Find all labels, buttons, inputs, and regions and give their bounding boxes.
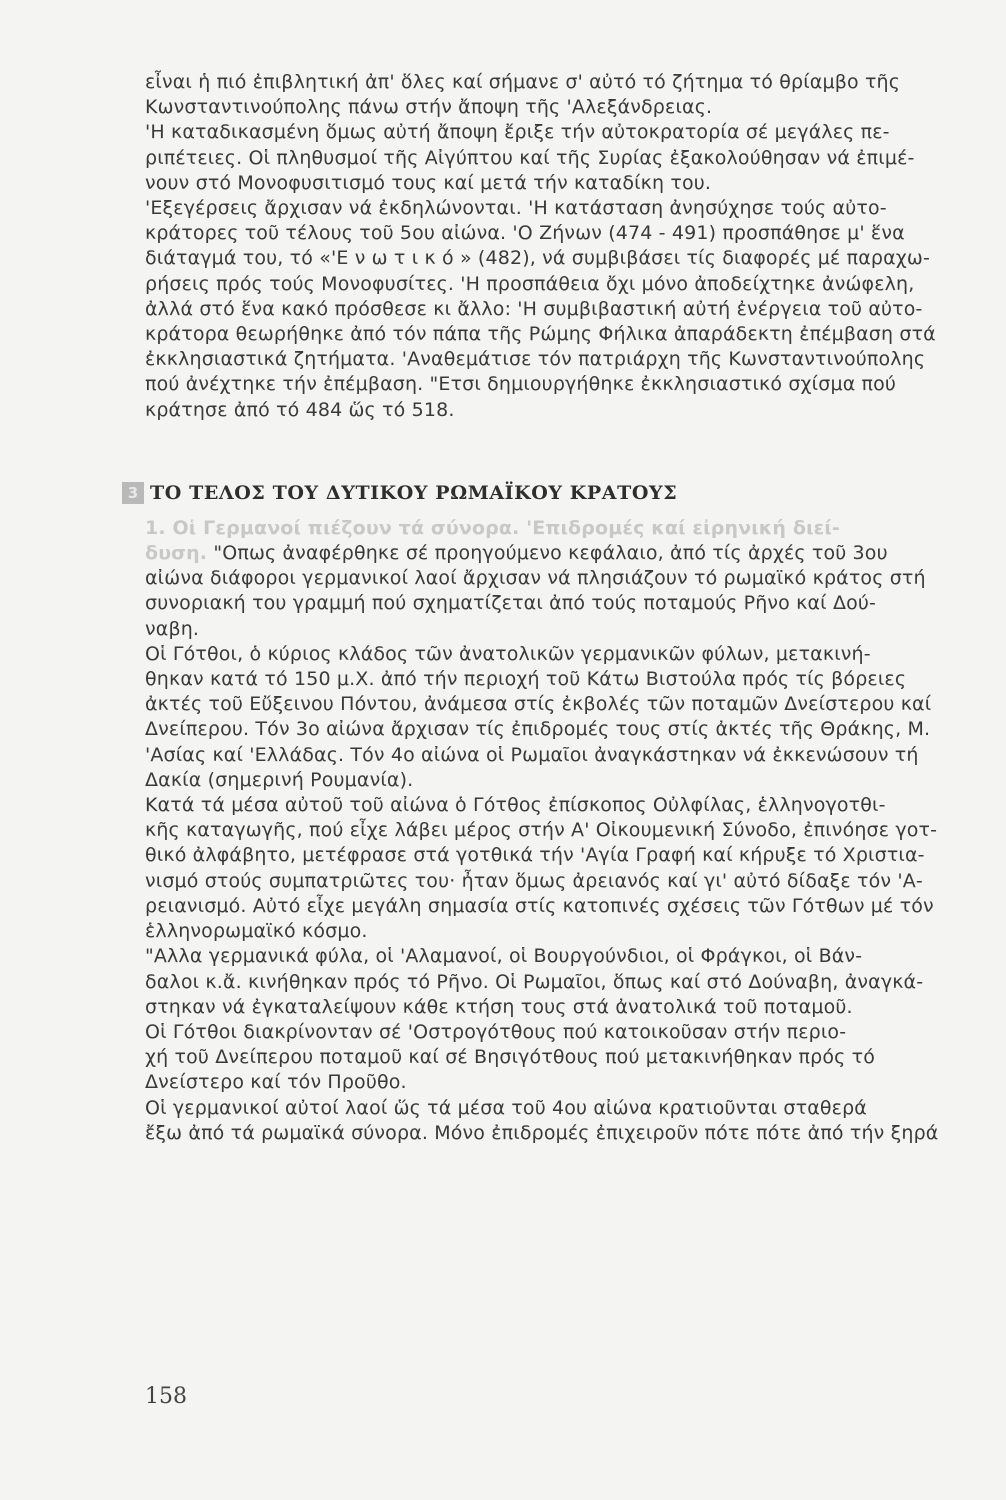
text-line: Κατά τά μέσα αὐτοῦ τοῦ αἰώνα ὁ Γότθος ἐπίσκοπος Οὐλφίλας, ἑλληνογοτθι-	[145, 794, 886, 817]
text-line: 'Η καταδικασμένη ὅμως αὐτή ἄποψη ἔριξε τήν αὐτοκρατορία σέ μεγάλες πε-	[145, 121, 890, 144]
section-title: ΤΟ ΤΕΛΟΣ ΤΟΥ ΔΥΤΙΚΟΥ ΡΩΜΑΪΚΟΥ ΚΡΑΤΟΥΣ	[150, 481, 678, 504]
page-number: 158	[145, 1384, 187, 1409]
text-line: κράτορες τοῦ τέλους τοῦ 5ου αἰώνα. 'Ο Ζήνων (474 - 491) προσπάθησε μ' ἕνα	[145, 222, 905, 245]
text-line: ἐκκλησιαστικά ζητήματα. 'Αναθεμάτισε τόν πατριάρχη τῆς Κωνσταντινούπολης	[145, 348, 926, 371]
section-heading	[127, 478, 985, 508]
text-line: συνοριακή του γραμμή πού σχηματίζεται ἀπό τούς ποταμούς Ρῆνο καί Δού-	[145, 592, 877, 615]
text-line: νουν στό Μονοφυσιτισμό τους καί μετά τήν καταδίκη του.	[145, 171, 712, 194]
text-line: Κωνσταντινούπολης πάνω στήν ἄποψη τῆς 'Αλεξάνδρειας.	[145, 96, 713, 119]
text-line: πού ἀνέχτηκε τήν ἐπέμβαση. "Ετσι δημιουργήθηκε ἐκκλησιαστικό σχίσμα πού	[145, 373, 897, 396]
text-line-rest: "Οπως ἀναφέρθηκε σέ προηγούμενο κεφάλαιο, ἀπό τίς ἀρχές τοῦ 3ου	[207, 542, 888, 565]
text-line: Οἱ Γότθοι, ὁ κύριος κλάδος τῶν ἀνατολικῶν γερμανικῶν φύλων, μετακινή-	[145, 642, 871, 665]
text-line: Δακία (σημερινή Ρουμανία).	[145, 768, 414, 791]
text-line: 'Εξεγέρσεις ἄρχισαν νά ἐκδηλώνονται. 'Η κατάσταση ἀνησύχησε τούς αὐτο-	[145, 197, 887, 220]
paragraph-block-1	[145, 70, 985, 423]
text-line: εἶναι ἡ πιό ἐπιβλητική ἀπ' ὅλες καί σήμανε σ' αὐτό τό ζήτημα τό θρίαμβο τῆς	[145, 71, 901, 93]
text-line: ἑλληνορωμαϊκό κόσμο.	[145, 920, 368, 943]
subheading-faded-end: δυση.	[145, 542, 208, 565]
text-line: 'Ασίας καί 'Ελλάδας. Τόν 4ο αἰώνα οἱ Ρωμαῖοι ἀναγκάστηκαν νά ἐκκενώσουν τή	[145, 743, 919, 766]
text-line: Δνείστερο καί τόν Προῦθο.	[145, 1071, 407, 1094]
text-line	[145, 541, 985, 566]
text-line: στηκαν νά ἐγκαταλείψουν κάθε κτήση τους στά ἀνατολικά τοῦ ποταμοῦ.	[145, 995, 853, 1018]
text-line: κῆς καταγωγῆς, πού εἶχε λάβει μέρος στήν Α' Οἰκουμενική Σύνοδο, ἐπινόησε γοτ-	[145, 819, 938, 842]
subheading-faded: 1. Οἱ Γερμανοί πιέζουν τά σύνορα. 'Επιδρομές καί εἰρηνική διεί-	[145, 516, 840, 539]
text-line: θικό ἀλφάβητο, μετέφρασε στά γοτθικά τήν 'Αγία Γραφή καί κήρυξε τό Χριστια-	[145, 844, 925, 867]
paragraph-block-2	[145, 516, 985, 1146]
page-body	[127, 70, 985, 1146]
text-line: ἀκτές τοῦ Εὔξεινου Πόντου, ἀνάμεσα στίς ἐκβολές τῶν ποταμῶν Δνείστερου καί	[145, 693, 932, 716]
text-line: "Αλλα γερμανικά φύλα, οἱ 'Αλαμανοί, οἱ Βουργούνδιοι, οἱ Φράγκοι, οἱ Βάν-	[145, 945, 863, 968]
text-line: ἀλλά στό ἕνα κακό πρόσθεσε κι ἄλλο: 'Η συμβιβαστική αὐτή ἐνέργεια τοῦ αὐτο-	[145, 297, 923, 320]
text-line: χή τοῦ Δνείπερου ποταμοῦ καί σέ Βησιγότθους πού μετακινήθηκαν πρός τό	[145, 1046, 875, 1069]
text-line: Δνείπερου. Τόν 3ο αἰώνα ἄρχισαν τίς ἐπιδρομές τους στίς ἀκτές τῆς Θράκης, Μ.	[145, 718, 931, 741]
text-line: αἰώνα διάφοροι γερμανικοί λαοί ἄρχισαν νά πλησιάζουν τό ρωμαϊκό κράτος στή	[145, 567, 926, 590]
text-line: θηκαν κατά τό 150 μ.Χ. ἀπό τήν περιοχή τοῦ Κάτω Βιστούλα πρός τίς βόρειες	[145, 668, 907, 691]
text-line: ρειανισμό. Αὐτό εἶχε μεγάλη σημασία στίς κατοπινές σχέσεις τῶν Γότθων μέ τόν	[145, 894, 934, 917]
text-line: ρήσεις πρός τούς Μονοφυσίτες. 'Η προσπάθεια ὄχι μόνο ἀποδείχτηκε ἀνώφελη,	[145, 272, 915, 295]
section-number-badge: 3	[122, 482, 144, 504]
text-line: ναβη.	[145, 617, 200, 640]
text-line: διάταγμά του, τό «'Ε ν ω τ ι κ ό » (482), νά συμβιβάσει τίς διαφορές μέ παραχω-	[145, 247, 930, 270]
text-line: δαλοι κ.ἄ. κινήθηκαν πρός τό Ρῆνο. Οἱ Ρωμαῖοι, ὅπως καί στό Δούναβη, ἀναγκά-	[145, 970, 924, 993]
text-line: ριπέτειες. Οἱ πληθυσμοί τῆς Αἰγύπτου καί τῆς Συρίας ἐξακολούθησαν νά ἐπιμέ-	[145, 146, 915, 169]
text-line: Οἱ Γότθοι διακρίνονταν σέ 'Οστρογότθους πού κατοικοῦσαν στήν περιο-	[145, 1020, 847, 1043]
text-line: κράτησε ἀπό τό 484 ὥς τό 518.	[145, 398, 455, 421]
text-line: Οἱ γερμανικοί αὐτοί λαοί ὥς τά μέσα τοῦ 4ου αἰώνα κρατιοῦνται σταθερά	[145, 1096, 867, 1119]
text-line: ἔξω ἀπό τά ρωμαϊκά σύνορα. Μόνο ἐπιδρομές ἐπιχειροῦν πότε πότε ἀπό τήν ξηρά	[145, 1121, 939, 1144]
text-line: κράτορα θεωρήθηκε ἀπό τόν πάπα τῆς Ρώμης Φήλικα ἀπαράδεκτη ἐπέμβαση στά	[145, 323, 936, 346]
text-line: νισμό στούς συμπατριῶτες του· ἦταν ὅμως ἀρειανός καί γι' αὐτό δίδαξε τόν 'Α-	[145, 869, 923, 892]
